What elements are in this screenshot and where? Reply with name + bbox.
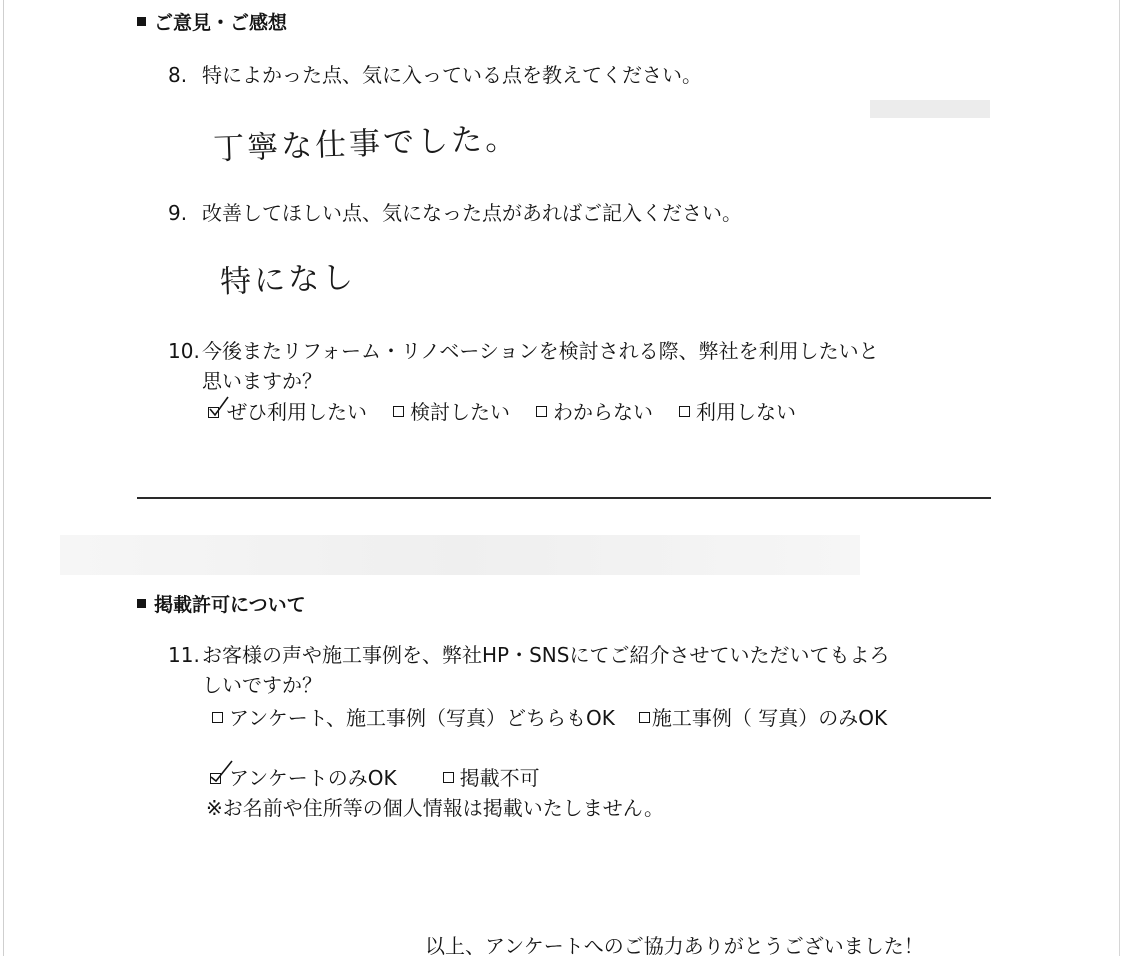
question-11-options-row2	[210, 762, 540, 791]
square-bullet-icon	[137, 17, 146, 26]
question-10-options	[208, 396, 796, 425]
question-11-options-row1	[212, 702, 887, 731]
question-9	[168, 198, 742, 228]
section-opinions-title: ご意見・ご感想	[154, 12, 288, 34]
closing-message: 以上、アンケートへのご協力ありがとうございました！	[425, 934, 924, 958]
option-label: わからない	[553, 400, 653, 424]
section-divider	[137, 497, 991, 499]
handwritten-answer-8: 丁寧な仕事でした。	[212, 120, 520, 168]
option-label: 掲載不可	[459, 766, 540, 790]
page-right-edge	[1119, 0, 1120, 956]
option-label: ぜひ利用したい	[227, 400, 367, 424]
question-text-line1: お客様の声や施工事例を、弊社HP・SNSにてご紹介させていただいてもよろ	[202, 643, 890, 667]
question-text-line2: しいですか？	[202, 673, 322, 697]
option-label: 利用しない	[696, 400, 796, 424]
checkmark-icon	[208, 759, 234, 785]
checkbox-icon[interactable]	[393, 406, 404, 417]
question-8	[168, 60, 702, 90]
question-number: 10.	[168, 339, 200, 363]
question-text-line2: 思いますか？	[202, 369, 322, 393]
question-11	[168, 640, 889, 700]
checkbox-icon[interactable]	[212, 712, 223, 723]
option-label: アンケートのみOK	[229, 766, 397, 790]
section-publication-heading	[137, 590, 306, 617]
checkbox-checked[interactable]	[210, 769, 225, 784]
section-opinions-heading	[137, 8, 287, 35]
option-label: 施工事例（ 写真）のみOK	[651, 706, 888, 730]
bleed-through-shape	[60, 535, 860, 575]
square-bullet-icon	[137, 599, 146, 608]
handwritten-answer-9: 特になし	[219, 259, 357, 301]
checkbox-icon[interactable]	[443, 772, 454, 783]
checkbox-checked[interactable]	[208, 403, 223, 418]
bleed-through-shape	[870, 100, 990, 118]
checkmark-icon	[206, 393, 232, 419]
checkbox-icon[interactable]	[536, 406, 547, 417]
question-text: 改善してほしい点、気になった点があればご記入ください。	[202, 201, 742, 225]
checkbox-icon[interactable]	[639, 712, 650, 723]
question-number: 8.	[168, 63, 188, 87]
page-left-edge	[3, 0, 4, 956]
question-text-line1: 今後またリフォーム・リノベーションを検討される際、弊社を利用したいと	[202, 339, 879, 363]
section-publication-title: 掲載許可について	[154, 594, 306, 616]
privacy-note: ※お名前や住所等の個人情報は掲載いたしません。	[206, 796, 664, 820]
question-number: 9.	[168, 201, 188, 225]
option-label: アンケート、施工事例（写真）どちらもOK	[229, 706, 615, 730]
checkbox-icon[interactable]	[679, 406, 690, 417]
question-10	[168, 336, 879, 396]
question-text: 特によかった点、気に入っている点を教えてください。	[202, 63, 702, 87]
option-label: 検討したい	[410, 400, 510, 424]
question-number: 11.	[168, 643, 200, 667]
